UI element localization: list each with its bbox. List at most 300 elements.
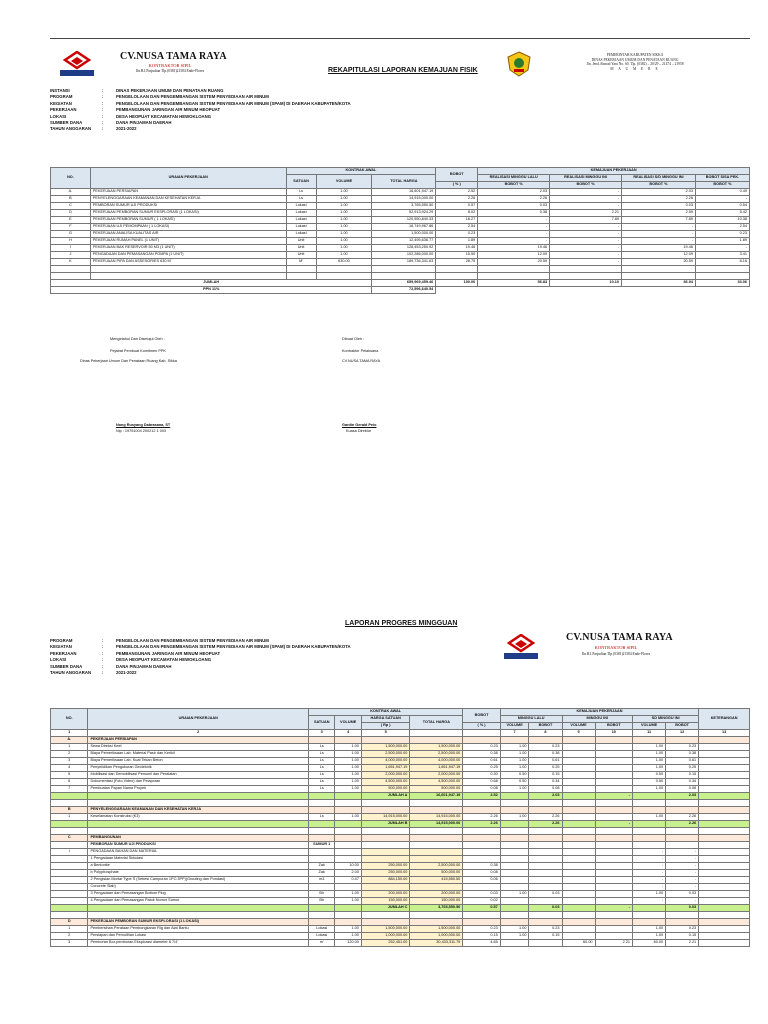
table-cell [595, 828, 632, 835]
table-cell: 2.54 [695, 224, 749, 231]
table-cell [666, 737, 699, 744]
table-cell [88, 912, 309, 919]
table-cell: 0.03 [529, 891, 562, 898]
section-title: PEMBANGUNAN [88, 835, 309, 842]
table-row [51, 238, 750, 245]
col-kontrak: KONTRAK AWAL [308, 709, 462, 716]
table-cell: 2.54 [436, 224, 478, 231]
table-cell [500, 856, 529, 863]
table-cell: b Polyphosphate [88, 870, 309, 877]
table-cell: 0.25 [529, 765, 562, 772]
table-cell: H [51, 238, 91, 245]
table-cell: - [478, 238, 550, 245]
table-cell [90, 266, 286, 273]
table-cell: 200,000.00 [410, 891, 463, 898]
col-bobot-pct: BOBOT % [695, 182, 749, 189]
section-no: D [51, 919, 88, 926]
table-cell [562, 849, 595, 856]
table-row [51, 751, 750, 758]
table-cell: 3,765,550.50 [372, 203, 436, 210]
table-cell: 0.23 [463, 744, 500, 751]
column-number [410, 730, 463, 737]
table-cell: 1.00 [335, 772, 361, 779]
subtotal-label: JUMLAH B [361, 821, 410, 828]
table-cell [500, 898, 529, 905]
table-cell: 0.38 [529, 751, 562, 758]
table-cell: 3 Pengadaan dan Pemasangan Bottom Plug [88, 891, 309, 898]
blank-row [51, 828, 750, 835]
table-cell [562, 856, 595, 863]
table-row [51, 891, 750, 898]
table-cell: Sewa Direksi Keet [88, 744, 309, 751]
company-subtitle: KONTRAKTOR SIPIL [594, 645, 638, 650]
table-cell [478, 266, 550, 273]
table-cell: 4,500,000.00 [410, 779, 463, 786]
table-row [51, 786, 750, 793]
table-row [51, 898, 750, 905]
table-cell [335, 884, 361, 891]
table-cell: 20.59 [478, 259, 550, 266]
table-cell: 2.21 [666, 940, 699, 947]
table-cell: 15.50 [436, 252, 478, 259]
table-cell: 0.38 [478, 210, 550, 217]
col-bobot-pct: BOBOT % [550, 182, 622, 189]
table-cell: Zak [308, 863, 334, 870]
table-cell: Pembersihan,Perataan Pembongkaran Rig dan Alat Bantu [88, 926, 309, 933]
table-cell: Pemboran Bor-pemboran Eksplorasi diameter 8 7/4' [88, 940, 309, 947]
table-cell [308, 835, 334, 842]
table-cell [410, 884, 463, 891]
table-cell [529, 919, 562, 926]
table-cell [699, 933, 750, 940]
subtotal-bobot: 2.52 [463, 793, 500, 800]
table-cell: 1.00 [316, 210, 372, 217]
table-cell [500, 849, 529, 856]
table-cell: Ls [308, 814, 334, 821]
table-cell: 1 [51, 814, 88, 821]
table-cell: 6 [51, 779, 88, 786]
table-cell [529, 877, 562, 884]
table-cell [595, 800, 632, 807]
table-cell [699, 912, 750, 919]
table-cell: 0.25 [666, 765, 699, 772]
table-cell: I [51, 245, 91, 252]
subtotal-row [51, 793, 750, 800]
table-cell: Ls [286, 189, 316, 196]
table-cell [51, 891, 88, 898]
table-cell: - [550, 252, 622, 259]
table-cell: 12.09 [622, 252, 696, 259]
table-cell [562, 870, 595, 877]
table-cell [436, 266, 478, 273]
table-row [51, 196, 750, 203]
table-cell: - [550, 224, 622, 231]
table-cell [699, 737, 750, 744]
progress-page [50, 612, 750, 1024]
rekap-page [50, 38, 750, 459]
table-cell [463, 912, 500, 919]
table-cell: 2,000,000.00 [361, 772, 410, 779]
table-cell [562, 744, 595, 751]
table-cell: I [51, 849, 88, 856]
table-cell: 189,736,341.63 [372, 259, 436, 266]
table-cell: Dokumentasi (Foto,Video) dan Pelaporan [88, 779, 309, 786]
table-cell [699, 751, 750, 758]
table-cell [51, 828, 88, 835]
table-cell: G [51, 231, 91, 238]
table-cell [562, 926, 595, 933]
table-cell: 2.26 [529, 814, 562, 821]
col-satuan: SATUAN [308, 716, 334, 730]
col-kontrak: KONTRAK AWAL [286, 168, 436, 175]
column-number-row [51, 730, 750, 737]
table-cell: 14,915,000.00 [361, 814, 410, 821]
ppn-row [51, 287, 750, 294]
table-cell: 0.25 [463, 765, 500, 772]
company-name: CV.NUSA TAMA RAYA [120, 51, 227, 62]
table-cell: 1.00 [335, 744, 361, 751]
table-cell: 1.89 [695, 238, 749, 245]
table-cell [633, 905, 666, 912]
table-cell: Ls [308, 786, 334, 793]
table-row [51, 870, 750, 877]
table-cell [666, 800, 699, 807]
col-ini: REALISASI MINGGU INI [550, 175, 622, 182]
table-cell: - [622, 231, 696, 238]
table-cell: 2.26 [666, 814, 699, 821]
table-cell: 0.38 [666, 751, 699, 758]
table-cell [361, 842, 410, 849]
table-cell [562, 891, 595, 898]
table-cell [699, 807, 750, 814]
subtotal-row [51, 905, 750, 912]
table-cell: - [666, 884, 699, 891]
table-cell [372, 266, 436, 273]
table-cell: - [666, 849, 699, 856]
table-cell [562, 821, 595, 828]
table-cell [529, 737, 562, 744]
table-cell [633, 807, 666, 814]
table-cell [51, 821, 88, 828]
table-cell [562, 737, 595, 744]
table-cell [361, 856, 410, 863]
col-pct: ( % ) [463, 723, 500, 730]
table-cell: 2,500,000.00 [410, 863, 463, 870]
column-number: 11 [633, 730, 666, 737]
table-cell: 2.21 [595, 940, 632, 947]
table-row [51, 926, 750, 933]
table-cell: Biaya Pemeriksaan Lab. Material Pasir dan Kerikil [88, 751, 309, 758]
col-no: NO. [51, 168, 91, 189]
subtotal-label: JUMLAH A [361, 793, 410, 800]
table-row [51, 933, 750, 940]
table-cell: 1,500,000.00 [372, 231, 436, 238]
table-cell [562, 863, 595, 870]
sign-left-l1: Mengetahui Dan Disetujui Oleh : [110, 337, 165, 341]
table-cell: - [478, 217, 550, 224]
table-cell: Lokasi [286, 210, 316, 217]
table-cell [410, 856, 463, 863]
table-cell: Ls [308, 772, 334, 779]
table-cell: 0.23 [436, 231, 478, 238]
table-cell: 1,000,000.00 [361, 933, 410, 940]
table-cell [562, 835, 595, 842]
table-row [51, 266, 750, 273]
col-kemajuan: KEMAJUAN PEKERJAAN [500, 709, 698, 716]
table-cell: - [550, 245, 622, 252]
table-row [51, 245, 750, 252]
table-cell [410, 828, 463, 835]
table-cell [51, 884, 88, 891]
company-logo-icon [58, 51, 96, 77]
table-cell: 1.00 [335, 926, 361, 933]
table-cell: - [633, 856, 666, 863]
table-cell [562, 828, 595, 835]
col-bobot: BOBOT [436, 168, 478, 182]
table-cell: m3 [308, 877, 334, 884]
table-cell: 1 [51, 744, 88, 751]
table-cell [595, 737, 632, 744]
table-cell [361, 835, 410, 842]
section-title: PEKERJAAN PERSIAPAN [88, 737, 309, 744]
table-row [51, 856, 750, 863]
table-cell: F [51, 224, 91, 231]
table-cell: 0.03 [666, 891, 699, 898]
table-cell: 120.00 [335, 940, 361, 947]
subtotal-sd: 2.26 [666, 821, 699, 828]
table-cell: - [666, 877, 699, 884]
subsection-title: PEMBORAN SUMUR UJI PRODUKSI [88, 842, 309, 849]
table-cell: Lokasi [286, 217, 316, 224]
sign-left-l3: Dinas Pekerjaan Umum Dan Penataan Ruang Kab. Sikka [80, 359, 177, 363]
table-cell [550, 273, 622, 280]
table-cell [529, 912, 562, 919]
col-keterangan: KETERANGAN [699, 709, 750, 730]
table-cell: 1,651,947.19 [410, 765, 463, 772]
table-cell [335, 919, 361, 926]
table-cell [562, 919, 595, 926]
table-cell: 30,433,311.79 [410, 940, 463, 947]
table-cell [666, 912, 699, 919]
table-cell: - [478, 224, 550, 231]
table-cell [500, 912, 529, 919]
table-cell [529, 842, 562, 849]
table-cell [500, 737, 529, 744]
col-bob: BOBOT [595, 723, 632, 730]
table-cell: 200,000.00 [361, 891, 410, 898]
table-cell: 0.23 [463, 926, 500, 933]
section-no: A. [51, 737, 88, 744]
column-number: 3 [308, 730, 334, 737]
table-cell [463, 884, 500, 891]
table-cell [500, 821, 529, 828]
table-cell [699, 744, 750, 751]
table-cell: D [51, 210, 91, 217]
table-cell: Ls [308, 744, 334, 751]
table-row [51, 224, 750, 231]
table-cell [463, 919, 500, 926]
column-number: 12 [666, 730, 699, 737]
ppn-total: 72,596,640.54 [372, 287, 436, 294]
table-cell [361, 828, 410, 835]
table-cell [51, 912, 88, 919]
table-cell [562, 772, 595, 779]
table-cell: PEKERJAAN BAK RESERVOIR 50 M3 (1 UNIT) [90, 245, 286, 252]
table-cell: Unit [286, 238, 316, 245]
table-cell: 60.00 [562, 940, 595, 947]
table-cell: - [622, 224, 696, 231]
table-cell: A. [51, 189, 91, 196]
table-cell [595, 786, 632, 793]
table-cell: PEKERJAAN PERSIAPAN [90, 189, 286, 196]
table-cell: 14,915,000.00 [410, 814, 463, 821]
table-cell: K [51, 259, 91, 266]
table-cell: 1.00 [316, 231, 372, 238]
table-cell [633, 842, 666, 849]
subtotal-total: 16,601,947.19 [410, 793, 463, 800]
table-cell [463, 800, 500, 807]
table-cell [529, 835, 562, 842]
table-cell: 4,500,000.00 [361, 779, 410, 786]
table-row [51, 884, 750, 891]
table-cell: 102,286,000.00 [372, 252, 436, 259]
table-cell: 0.47 [335, 877, 361, 884]
table-row [51, 744, 750, 751]
table-cell [562, 898, 595, 905]
table-cell: 2,000,000.00 [410, 772, 463, 779]
table-cell [595, 849, 632, 856]
company-address: Jln.R.I.Pasjudian Tlp.(0381)21584 Ende-Flores [581, 652, 651, 656]
table-cell: m' [308, 940, 334, 947]
table-cell [595, 772, 632, 779]
table-cell: 12,495,636.77 [372, 238, 436, 245]
table-cell: 1.00 [633, 744, 666, 751]
table-cell: 150,000.00 [410, 898, 463, 905]
table-cell [90, 273, 286, 280]
table-cell [666, 842, 699, 849]
col-total: TOTAL HARGA [410, 716, 463, 730]
table-cell [500, 800, 529, 807]
table-cell: 1.00 [500, 933, 529, 940]
table-cell [633, 800, 666, 807]
table-cell: 1.00 [316, 196, 372, 203]
table-cell [500, 870, 529, 877]
table-row [51, 259, 750, 266]
table-cell: 1.00 [335, 786, 361, 793]
table-cell [699, 814, 750, 821]
table-cell: B [51, 196, 91, 203]
table-cell: 1.00 [500, 891, 529, 898]
table-cell [699, 772, 750, 779]
table-cell [562, 842, 595, 849]
table-cell [335, 835, 361, 842]
table-cell [316, 266, 372, 273]
table-cell: Ls [308, 765, 334, 772]
table-cell [633, 793, 666, 800]
table-cell [500, 842, 529, 849]
table-row [51, 203, 750, 210]
table-cell: 0.38 [463, 863, 500, 870]
table-cell: 1,500,000.00 [361, 926, 410, 933]
table-cell [633, 828, 666, 835]
col-bobot-pct: BOBOT % [622, 182, 696, 189]
table-cell: Concrete Slab) [88, 884, 309, 891]
section-no: C [51, 835, 88, 842]
sign-left-l2: Pejabat Pembuat Komitmen PPK [110, 349, 166, 353]
table-cell: 500,000.00 [410, 870, 463, 877]
table-cell: 1.00 [633, 926, 666, 933]
table-cell [622, 273, 696, 280]
table-cell: 0.57 [436, 203, 478, 210]
table-row [51, 273, 750, 280]
table-cell: PEKERJAAN PIPA DAN ASSESORIES 630 M' [90, 259, 286, 266]
subtotal-sd: 2.03 [666, 793, 699, 800]
table-cell [500, 807, 529, 814]
jumlah-lalu: 56.83 [478, 280, 550, 287]
table-cell [51, 793, 88, 800]
company-address: Jln.R.I.Pasjudian Tlp.(0381)21584 Ende-Flores [135, 69, 205, 73]
table-cell: 0.15 [463, 933, 500, 940]
table-cell: PENGADAAN DAN PEMASANGAN POMPA (1 UNIT) [90, 252, 286, 259]
company-logo-icon [502, 634, 540, 660]
table-cell [699, 926, 750, 933]
progress-table [50, 708, 750, 947]
subtotal-ini: - [595, 793, 632, 800]
table-cell [88, 905, 309, 912]
table-cell [562, 912, 595, 919]
table-cell [410, 800, 463, 807]
table-cell: Pembuatan Papan Nama Proyek [88, 786, 309, 793]
table-cell [463, 828, 500, 835]
table-cell: J [51, 252, 91, 259]
section-title: PENYELENGGARAAN KEAMANAN DAN KESEHATAN KERJA [88, 807, 309, 814]
table-cell [88, 821, 309, 828]
table-cell: 1.00 [500, 926, 529, 933]
table-cell: 1.00 [335, 933, 361, 940]
subtotal-row [51, 821, 750, 828]
table-cell: 1.00 [316, 224, 372, 231]
table-cell: 0.23 [529, 926, 562, 933]
table-cell [361, 737, 410, 744]
column-number: 13 [699, 730, 750, 737]
table-cell: 1.00 [500, 814, 529, 821]
table-cell [699, 821, 750, 828]
table-cell: - [695, 245, 749, 252]
table-cell: PENGADAAN BAHAN DAN MATERIAL [88, 849, 309, 856]
table-cell: E [51, 217, 91, 224]
table-cell [500, 793, 529, 800]
table-cell: - [478, 231, 550, 238]
table-cell: 0.61 [463, 758, 500, 765]
table-cell [308, 807, 334, 814]
jumlah-bobot: 100.00 [436, 280, 478, 287]
table-cell [463, 849, 500, 856]
subtotal-sd: 0.03 [666, 905, 699, 912]
table-cell [308, 912, 334, 919]
table-cell: Lokasi [286, 203, 316, 210]
col-rp: ( Rp ) [361, 723, 410, 730]
table-cell [410, 849, 463, 856]
table-cell: 2 Pengisian Mortar Type S (Sebesi Campuran 1PC:3PP)(Grouting dan Pondasi) [88, 877, 309, 884]
column-number: 9 [562, 730, 595, 737]
table-cell [595, 926, 632, 933]
sign-right-title: Kuasa Direktur [346, 429, 372, 433]
report-title: REKAPITULASI LAPORAN KEMAJUAN FISIK [328, 67, 478, 74]
table-cell: Ls [286, 196, 316, 203]
table-cell [51, 273, 91, 280]
column-number: 4 [335, 730, 361, 737]
table-cell [361, 807, 410, 814]
